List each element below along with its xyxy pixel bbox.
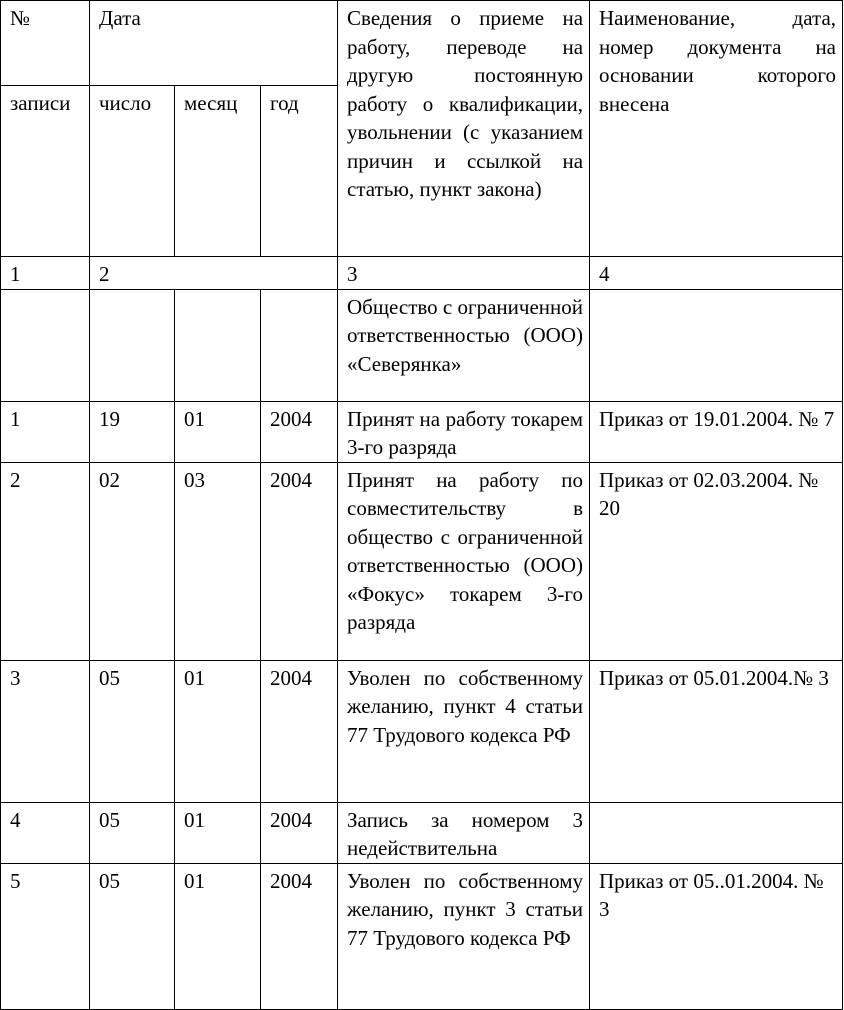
col-number-4: 4 [590, 257, 843, 290]
record-info: Запись за номером 3 недействительна [338, 802, 590, 863]
org-month-cell [175, 289, 261, 401]
org-year-cell [261, 289, 338, 401]
col-number-1: 1 [1, 257, 90, 290]
col-number-2: 2 [90, 257, 338, 290]
col-number-3: 3 [338, 257, 590, 290]
record-info: Уволен по собственному желанию, пункт 4 статьи 77 Трудового кодекса РФ [338, 660, 590, 802]
record-basis: Приказ от 05.01.2004.№ 3 [590, 660, 843, 802]
record-year: 2004 [261, 401, 338, 462]
record-basis: Приказ от 19.01.2004. № 7 [590, 401, 843, 462]
record-number: 3 [1, 660, 90, 802]
record-number: 5 [1, 863, 90, 1009]
record-day: 05 [90, 863, 175, 1009]
record-basis: Приказ от 02.03.2004. № 20 [590, 462, 843, 660]
header-record: записи [1, 86, 90, 257]
org-name: Общество с ограниченной ответственностью (ООО) «Северянка» [338, 289, 590, 401]
record-year: 2004 [261, 462, 338, 660]
record-day: 05 [90, 660, 175, 802]
table-row [1, 660, 843, 802]
header-date: Дата [90, 1, 338, 86]
table-row [1, 462, 843, 660]
org-num-cell [1, 289, 90, 401]
record-month: 01 [175, 863, 261, 1009]
record-year: 2004 [261, 660, 338, 802]
record-info: Принят на работу по совместительству в общество с ограниченной ответственностью (ООО) «Фокус» токарем 3-го разряда [338, 462, 590, 660]
table-row [1, 802, 843, 863]
record-month: 03 [175, 462, 261, 660]
table-row [1, 401, 843, 462]
header-info: Сведения о приеме на работу, переводе на другую постоянную работу о квалификации, увольнении (с указанием причин и ссылкой на статью, пункт закона) [338, 1, 590, 257]
header-day: число [90, 86, 175, 257]
record-year: 2004 [261, 802, 338, 863]
org-basis-cell [590, 289, 843, 401]
record-day: 05 [90, 802, 175, 863]
record-day: 19 [90, 401, 175, 462]
table-row [1, 863, 843, 1009]
record-basis [590, 802, 843, 863]
record-year: 2004 [261, 863, 338, 1009]
header-month: месяц [175, 86, 261, 257]
header-year: год [261, 86, 338, 257]
header-num-sign: № [1, 1, 90, 86]
record-info: Принят на работу токарем 3-го разряда [338, 401, 590, 462]
record-month: 01 [175, 401, 261, 462]
record-month: 01 [175, 660, 261, 802]
column-numbers-row [1, 257, 843, 290]
record-month: 01 [175, 802, 261, 863]
header-row-top [1, 1, 843, 86]
org-row [1, 289, 843, 401]
record-basis: Приказ от 05..01.2004. № 3 [590, 863, 843, 1009]
record-number: 2 [1, 462, 90, 660]
header-basis: Наименование, дата, номер документа на основании которого внесена [590, 1, 843, 257]
record-info: Уволен по собственному желанию, пункт 3 статьи 77 Трудового кодекса РФ [338, 863, 590, 1009]
record-day: 02 [90, 462, 175, 660]
record-number: 4 [1, 802, 90, 863]
record-number: 1 [1, 401, 90, 462]
org-day-cell [90, 289, 175, 401]
